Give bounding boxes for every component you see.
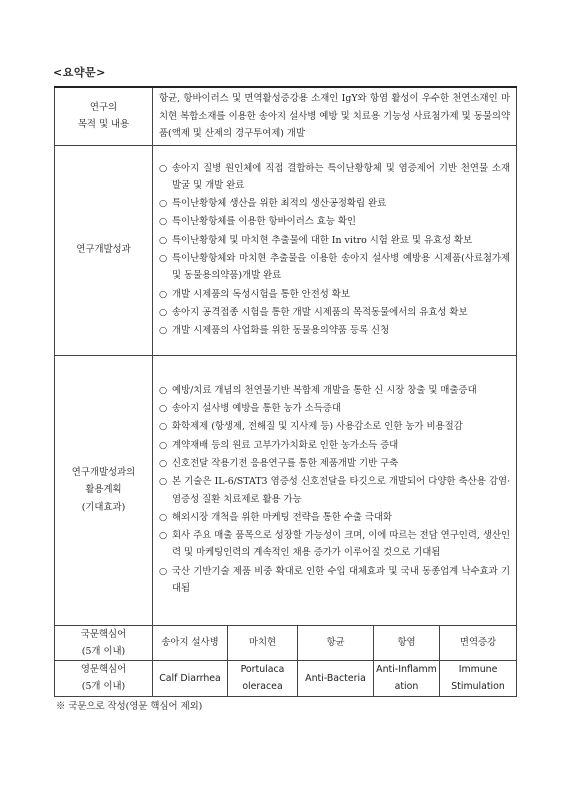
keywords-ko-label-line: (5개 이내)	[81, 645, 126, 657]
bullet-mark: ○	[159, 457, 168, 469]
bullet-mark: ○	[159, 216, 168, 228]
results-item	[159, 322, 510, 339]
plans-item	[159, 509, 510, 526]
plans-item	[159, 418, 510, 435]
purpose-row	[55, 87, 517, 145]
plans-item-text: 신호전달 작용기전 응용연구를 통한 제품개발 기반 구축	[172, 457, 399, 469]
keyword-ko: 송아지 설사병	[153, 625, 228, 661]
purpose-label-line: 연구의	[89, 101, 118, 113]
bullet-mark: ○	[159, 325, 168, 337]
results-item-text: 송아지 질병 원인체에 직접 결합하는 특이난황항체 및 염증제어 기반 천연물 소재 발굴 및 개발 완료	[172, 162, 511, 191]
keyword-en-line: oleracea	[242, 681, 283, 693]
results-item	[159, 250, 510, 285]
keywords-en-label-line: (5개 이내)	[81, 681, 126, 693]
bullet-mark: ○	[159, 476, 168, 488]
bullet-mark: ○	[159, 162, 168, 174]
results-item	[159, 232, 510, 249]
plans-item-text: 국산 기반기술 제품 비중 확대로 인한 수입 대체효과 및 국내 동종업계 낙수효과 기대됨	[172, 565, 511, 594]
keywords-ko-label	[55, 625, 153, 661]
keywords-en-label	[55, 661, 153, 697]
results-item	[159, 160, 510, 195]
keywords-ko-row	[55, 625, 517, 661]
keyword-en-line: ation	[394, 681, 419, 693]
plans-item	[159, 400, 510, 417]
keyword-en-line: Immune	[458, 664, 498, 676]
plans-label	[55, 355, 153, 625]
results-item	[159, 195, 510, 212]
summary-table	[54, 86, 517, 697]
plans-item	[159, 473, 510, 508]
results-item-text: 송아지 공격접종 시험을 통한 개발 시제품의 목적동물에서의 유효성 확보	[172, 306, 468, 318]
results-row	[55, 145, 517, 355]
bullet-mark: ○	[159, 439, 168, 451]
plans-list	[159, 382, 510, 598]
results-item-text: 개발 시제품의 사업화를 위한 동물용의약품 등록 신청	[172, 325, 390, 337]
purpose-text: 항균, 항바이러스 및 면역활성증강용 소재인 IgY와 항염 활성이 우수한 천연소재인 마치현 복합소재를 이용한 송아지 설사병 예방 및 치료용 기능성 사료첨가제 및 동물의약품(액제 및 산제의 경구투여제) 개발	[153, 87, 517, 145]
plans-row	[55, 355, 517, 625]
keyword-en	[228, 661, 298, 697]
plans-item	[159, 527, 510, 562]
results-item-text: 특이난황항체 및 마치현 추출물에 대한 In vitro 시험 완료 및 유효성 확보	[172, 234, 473, 246]
results-cell	[153, 145, 517, 355]
purpose-label	[55, 87, 153, 145]
footnote: ※ 국문으로 작성(영문 핵심어 제외)	[56, 701, 203, 712]
keyword-ko: 마치현	[228, 625, 298, 661]
plans-item-text: 예방/치료 개념의 천연물기반 복합제 개발을 통한 신 시장 창출 및 매출증대	[172, 384, 477, 396]
keywords-en-label-line: 영문핵심어	[80, 664, 127, 676]
summary-title: <요약문>	[53, 66, 106, 79]
plans-item-text: 화학제제 (항생제, 전해질 및 지사제 등) 사용감소로 인한 농가 비용절감	[172, 421, 463, 433]
results-item	[159, 304, 510, 321]
plans-cell	[153, 355, 517, 625]
results-item	[159, 286, 510, 303]
results-item-text: 특이난황항체를 이용한 항바이러스 효능 확인	[172, 216, 356, 228]
results-list	[159, 160, 510, 340]
bullet-mark: ○	[159, 565, 168, 577]
bullet-mark: ○	[159, 198, 168, 210]
results-label: 연구개발성과	[55, 145, 153, 355]
plans-label-line: (기대효과)	[81, 501, 126, 513]
results-item-text: 특이난황항체와 마치현 추출물을 이용한 송아지 설사병 예방용 시제품(사료첨가제 및 동물용의약품)개발 완료	[172, 253, 511, 282]
bullet-mark: ○	[159, 306, 168, 318]
bullet-mark: ○	[159, 511, 168, 523]
keywords-en-row	[55, 661, 517, 697]
keyword-ko: 항염	[374, 625, 440, 661]
keyword-en	[374, 661, 440, 697]
purpose-label-line: 목적 및 내용	[77, 119, 130, 131]
plans-label-line: 활용계획	[85, 484, 122, 496]
bullet-mark: ○	[159, 421, 168, 433]
bullet-mark: ○	[159, 403, 168, 415]
keywords-ko-label-line: 국문핵심어	[80, 628, 127, 640]
plans-item	[159, 563, 510, 598]
keyword-en	[440, 661, 517, 697]
keyword-ko: 항균	[298, 625, 374, 661]
plans-label-line: 연구개발성과의	[71, 467, 136, 479]
plans-item-text: 회사 주요 매출 품목으로 성장할 가능성이 크며, 이에 따르는 전담 연구인력, 생산인력 및 마케팅인력의 계속적인 채용 증가가 이루어질 것으로 기대됨	[172, 530, 511, 559]
results-item-text: 개발 시제품의 독성시험을 통한 안전성 확보	[172, 288, 350, 300]
plans-item-text: 계약재배 등의 원료 고부가가치화로 인한 농가소득 증대	[172, 439, 399, 451]
keyword-en-line: Anti-Bacteria	[305, 672, 366, 684]
keyword-en-line: Portulaca	[240, 664, 285, 676]
plans-item-text: 송아지 설사병 예방을 통한 농가 소득증대	[172, 403, 341, 415]
keyword-en	[153, 661, 228, 697]
plans-item	[159, 455, 510, 472]
keyword-en	[298, 661, 374, 697]
results-item-text: 특이난황항체 생산을 위한 최적의 생산공정확립 완료	[172, 198, 387, 210]
bullet-mark: ○	[159, 530, 168, 542]
plans-item	[159, 382, 510, 399]
keyword-ko: 면역증강	[440, 625, 517, 661]
plans-item-text: 해외시장 개척을 위한 마케팅 전략을 통한 수출 극대화	[172, 511, 393, 523]
keyword-en-line: Calf Diarrhea	[159, 672, 221, 684]
bullet-mark: ○	[159, 234, 168, 246]
plans-item-text: 본 기술은 IL-6/STAT3 염증성 신호전달을 타깃으로 개발되어 다양한 축산용 감염·염증성 질환 치료제로 활용 가능	[172, 476, 511, 505]
bullet-mark: ○	[159, 384, 168, 396]
results-item	[159, 213, 510, 230]
bullet-mark: ○	[159, 288, 168, 300]
keyword-en-line: Anti-Inflamm	[376, 664, 437, 676]
keyword-en-line: Stimulation	[451, 681, 505, 693]
bullet-mark: ○	[159, 253, 168, 264]
plans-item	[159, 437, 510, 454]
